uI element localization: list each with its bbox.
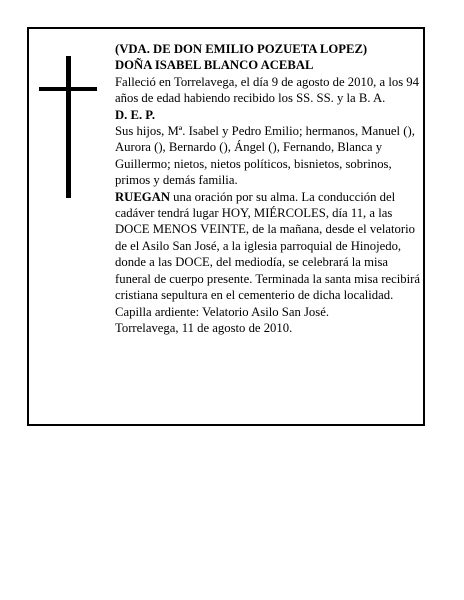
request-paragraph <box>115 189 423 320</box>
death-statement: Falleció en Torrelavega, el día 9 de agosto de 2010, a los 94 años de edad habiendo recibido los SS. SS. y la B. A. <box>115 74 419 106</box>
cross-horizontal-bar <box>39 87 97 91</box>
family-paragraph: Sus hijos, Mª. Isabel y Pedro Emilio; hermanos, Manuel (), Aurora (), Bernardo (), Ángel (), Fernando, Blanca y Guillermo; nietos, nietos políticos, bisnietos, sobrinos, primos y demás familia. <box>115 124 415 188</box>
place-date: Torrelavega, 11 de agosto de 2010. <box>115 320 293 335</box>
widow-line: (VDA. DE DON EMILIO POZUETA LOPEZ) <box>115 42 368 56</box>
notice-text <box>115 41 423 336</box>
deceased-name: DOÑA ISABEL BLANCO ACEBAL <box>115 58 314 73</box>
dep-line: D. E. P. <box>115 107 156 122</box>
request-label: RUEGAN <box>115 189 170 204</box>
obituary-notice <box>27 27 425 426</box>
cross-vertical-bar <box>66 56 71 198</box>
request-text: una oración por su alma. La conducción del cadáver tendrá lugar HOY, MIÉRCOLES, día 11, a las DOCE MENOS VEINTE, de la mañana, desde el velatorio de el Asilo San José, a la iglesia parroquial de Hinojedo, donde a las DOCE, del mediodía, se celebrará la misa funeral de cuerpo presente. Terminada la santa misa recibirá cristiana sepultura en el cementerio de dicha localidad. Capilla ardiente: Velatorio Asilo San José. <box>115 189 420 319</box>
